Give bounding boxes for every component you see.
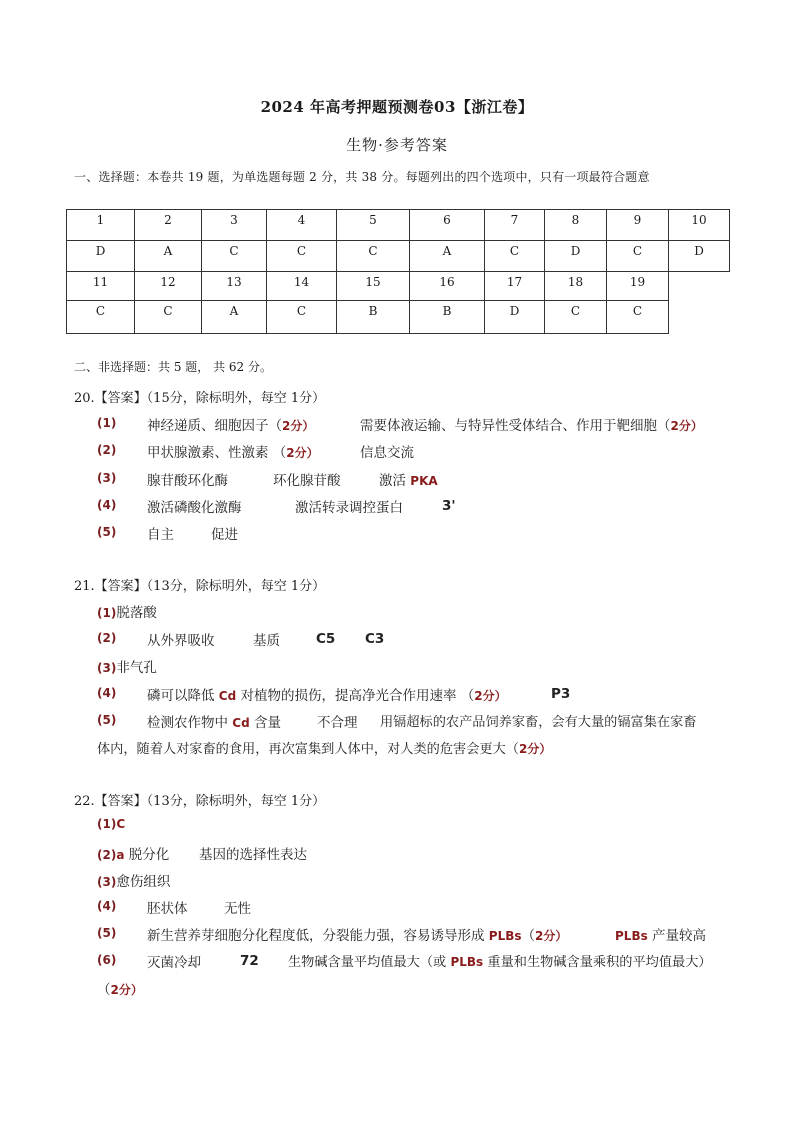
table-cell: 14	[267, 272, 337, 301]
table-cell-empty	[669, 301, 730, 334]
table-cell: A	[135, 241, 202, 272]
answer-term: a	[116, 848, 125, 862]
table-row	[67, 241, 730, 272]
q22-answer-2a	[97, 843, 169, 863]
q21-item-index: (5)	[97, 713, 117, 727]
table-cell: C	[485, 241, 545, 272]
table-cell: C	[607, 301, 669, 334]
q22-answer-2b: 基因的选择性表达	[199, 847, 307, 863]
q21-answer-2d: C3	[365, 631, 385, 647]
answer-text: （	[97, 982, 111, 998]
section2-heading: 二、非选择题：共 5 题， 共 62 分。	[74, 360, 272, 374]
table-cell: 8	[545, 210, 607, 241]
answer-text: 新生营养芽细胞分化程度低，分裂能力强，容易诱导形成	[147, 928, 489, 944]
q21-answer-4a	[147, 684, 507, 704]
table-cell: 2	[135, 210, 202, 241]
q22-item-index: (5)	[97, 926, 117, 940]
table-cell: 4	[267, 210, 337, 241]
q21-answer-5b: 不合理	[317, 715, 358, 731]
q21-answer-5a	[147, 711, 281, 731]
q21-answer-2a: 从外界吸收	[147, 633, 215, 649]
q20-heading: 20.【答案】（15分，除标明外，每空 1分）	[74, 391, 326, 406]
table-row	[67, 272, 730, 301]
answer-score: 2分）	[110, 983, 143, 997]
answer-text: 神经递质、细胞因子（	[147, 418, 282, 434]
q20-answer-1a	[147, 414, 314, 434]
q20-item-index: (4)	[97, 498, 117, 512]
table-cell: C	[607, 241, 669, 272]
q20-answer-4b: 激活转录调控蛋白	[295, 500, 403, 516]
table-cell: D	[485, 301, 545, 334]
table-cell: 19	[607, 272, 669, 301]
item-index: (3)	[97, 875, 117, 889]
item-index: (2)	[97, 848, 117, 862]
answer-term: PLBs	[450, 955, 484, 969]
answer-text: 体内，随着人对家畜的食用，再次富集到人体中，对人类的危害会更大（	[97, 742, 519, 757]
answer-score: 2分）	[282, 419, 315, 433]
q22-answer-1	[97, 816, 125, 832]
table-cell: 12	[135, 272, 202, 301]
q20-item-index: (1)	[97, 416, 117, 430]
table-cell: 9	[607, 210, 669, 241]
q21-answer-3	[97, 656, 157, 676]
table-cell: C	[202, 241, 267, 272]
table-cell: C	[267, 301, 337, 334]
q22-answer-5a	[147, 924, 567, 944]
table-cell: 10	[669, 210, 730, 241]
item-index: (3)	[97, 661, 117, 675]
q22-answer-4b: 无性	[224, 901, 251, 917]
table-cell: 11	[67, 272, 135, 301]
answer-score: 2分）	[474, 689, 507, 703]
q20-item-index: (2)	[97, 443, 117, 457]
answer-table	[66, 209, 730, 334]
answer-score: 2分）	[519, 742, 552, 756]
table-cell: A	[202, 301, 267, 334]
q20-item-index: (5)	[97, 525, 117, 539]
table-cell: C	[67, 301, 135, 334]
q20-answer-4c: 3'	[442, 498, 456, 514]
q22-heading: 22.【答案】（13分，除标明外，每空 1分）	[74, 794, 326, 809]
answer-text: 重量和生物碱含量乘积的平均值最大）	[483, 955, 712, 970]
q20-answer-1b	[360, 414, 703, 434]
answer-text: 磷可以降低	[147, 688, 219, 704]
table-cell: D	[669, 241, 730, 272]
q22-answer-6-cont	[97, 978, 143, 998]
answer-text: 检测农作物中	[147, 715, 233, 731]
q21-heading: 21.【答案】（13分，除标明外，每空 1分）	[74, 579, 326, 594]
answer-text: 愈伤组织	[116, 874, 171, 890]
item-index: (1)	[97, 606, 117, 620]
table-cell: 1	[67, 210, 135, 241]
table-cell: D	[545, 241, 607, 272]
q21-answer-5-cont	[97, 738, 551, 757]
answer-text: 激活	[379, 473, 411, 489]
q22-answer-6b: 72	[240, 953, 259, 969]
answer-text: 含量	[249, 715, 281, 731]
q20-answer-3c	[379, 469, 438, 489]
answer-text: 需要体液运输、与特异性受体结合、作用于靶细胞（	[360, 418, 671, 434]
answer-text: 脱落酸	[116, 605, 157, 621]
q22-answer-4a: 胚状体	[147, 901, 188, 917]
q21-answer-5c: 用镉超标的农产品饲养家畜，会有大量的镉富集在家畜	[380, 715, 697, 730]
answer-score: 2分）	[286, 446, 319, 460]
q20-answer-3b: 环化腺苷酸	[273, 473, 341, 489]
page-title: 2024 年高考押题预测卷03【浙江卷】	[260, 98, 534, 116]
q20-answer-5a: 自主	[147, 527, 174, 543]
page-subtitle: 生物·参考答案	[346, 136, 448, 154]
table-cell: 13	[202, 272, 267, 301]
item-index: (1)	[97, 817, 117, 831]
table-cell-empty	[669, 272, 730, 301]
q20-answer-2b: 信息交流	[360, 445, 414, 461]
table-cell: 3	[202, 210, 267, 241]
table-cell: 17	[485, 272, 545, 301]
answer-text: 非气孔	[116, 660, 157, 676]
answer-text: 产量较高	[647, 928, 707, 944]
q20-answer-4a: 激活磷酸化激酶	[147, 500, 242, 516]
answer-text: 脱分化	[124, 847, 170, 863]
q21-answer-1	[97, 601, 157, 621]
answer-term: PLBs	[488, 929, 522, 943]
table-cell: 6	[410, 210, 485, 241]
table-cell: 15	[337, 272, 410, 301]
q20-answer-5b: 促进	[211, 527, 238, 543]
answer-term: PKA	[410, 474, 438, 488]
answer-text: 甲状腺激素、性激素 （	[147, 445, 287, 461]
answer-text: 对植物的损伤，提高净光合作用速率 （	[236, 688, 475, 704]
answer-term: Cd	[218, 689, 237, 703]
q22-item-index: (6)	[97, 953, 117, 967]
q22-answer-6a: 灭菌冷却	[147, 955, 201, 971]
table-cell: C	[545, 301, 607, 334]
q21-answer-2c: C5	[316, 631, 336, 647]
table-cell: C	[267, 241, 337, 272]
table-cell: 7	[485, 210, 545, 241]
table-cell: B	[410, 301, 485, 334]
q21-item-index: (4)	[97, 686, 117, 700]
table-cell: C	[337, 241, 410, 272]
q20-answer-2a	[147, 441, 319, 461]
q22-answer-5b	[615, 924, 706, 944]
table-cell: A	[410, 241, 485, 272]
answer-text: （	[521, 928, 536, 944]
answer-score: 2分）	[670, 419, 703, 433]
q22-answer-3	[97, 870, 170, 890]
table-row	[67, 301, 730, 334]
answer-score: 2分）	[535, 929, 568, 943]
section1-heading: 一、选择题：本卷共 19 题，为单选题每题 2 分，共 38 分。每题列出的四个选项中，只有一项最符合题意	[74, 170, 650, 184]
answer-term: PLBs	[615, 929, 648, 943]
table-row	[67, 210, 730, 241]
q20-answer-3a: 腺苷酸环化酶	[147, 473, 228, 489]
table-cell: 18	[545, 272, 607, 301]
answer-term: C	[116, 817, 126, 831]
q20-item-index: (3)	[97, 471, 117, 485]
table-cell: 16	[410, 272, 485, 301]
q21-answer-2b: 基质	[253, 633, 280, 649]
q22-item-index: (4)	[97, 899, 117, 913]
answer-text: 生物碱含量平均值最大（或	[288, 955, 451, 970]
table-cell: C	[135, 301, 202, 334]
q22-answer-6c	[288, 951, 712, 970]
answer-term: Cd	[232, 716, 250, 730]
table-cell: 5	[337, 210, 410, 241]
q21-item-index: (2)	[97, 631, 117, 645]
table-cell: B	[337, 301, 410, 334]
q21-answer-4b: P3	[551, 686, 571, 702]
table-cell: D	[67, 241, 135, 272]
